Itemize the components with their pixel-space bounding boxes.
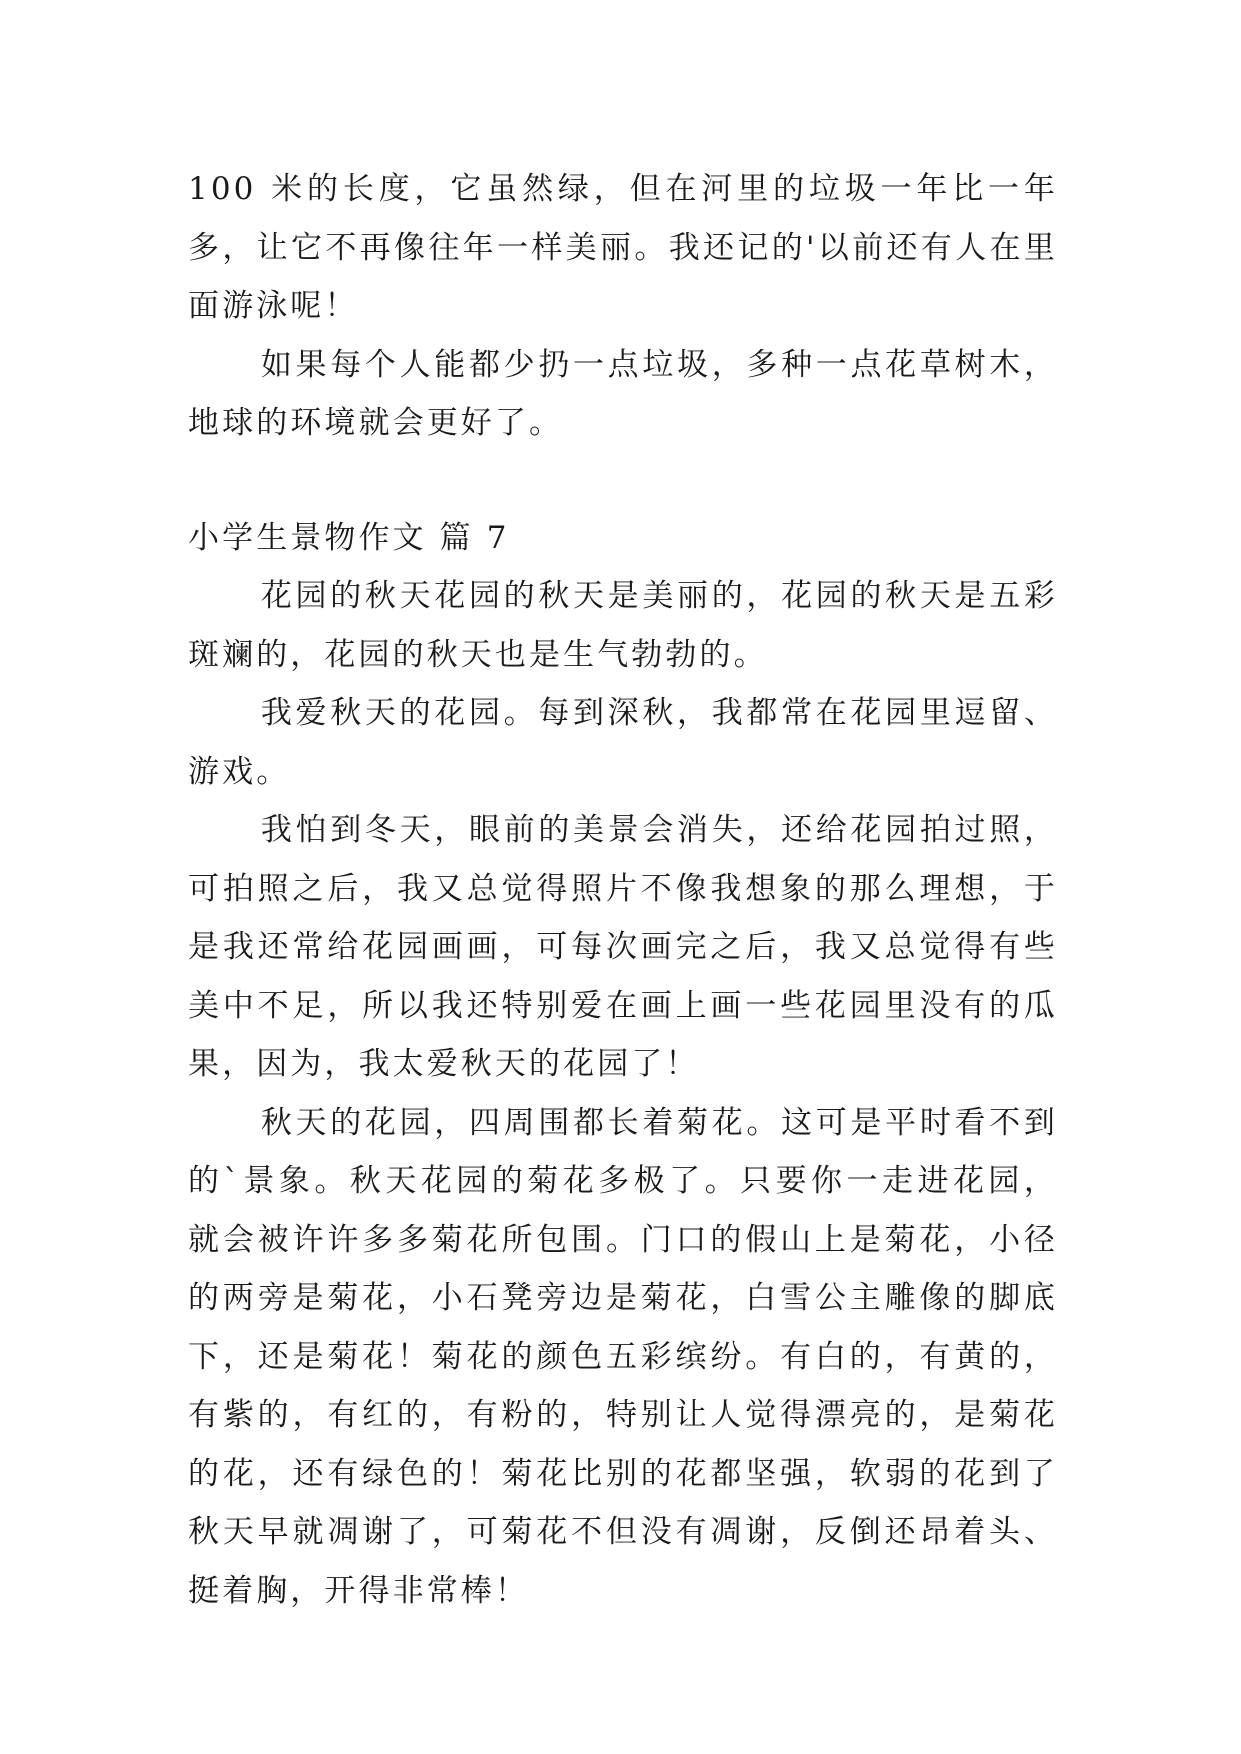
paragraph-4: 秋天的花园，四周围都长着菊花。这可是平时看不到的`景象。秋天花园的菊花多极了。只要你一走进花园，就会被许许多多菊花所包围。门口的假山上是菊花，小径的两旁是菊花，小石凳旁边是菊花，白雪公主雕像的脚底下，还是菊花！菊花的颜色五彩缤纷。有白的，有黄的，有紫的，有红的，有粉的，特别让人觉得漂亮的，是菊花的花，还有绿色的！菊花比别的花都坚强，软弱的花到了秋天早就凋谢了，可菊花不但没有凋谢，反倒还昂着头、挺着胸，开得非常棒！: [188, 1104, 1058, 1609]
paragraph-2: 我爱秋天的花园。每到深秋，我都常在花园里逗留、游戏。: [188, 695, 1058, 790]
paragraph-continued: 100 米的长度，它虽然绿，但在河里的垃圾一年比一年多，让它不再像往年一样美丽。我还记的'以前还有人在里面游泳呢！: [188, 171, 1058, 324]
document-page: [188, 160, 1058, 1620]
paragraph-1: 花园的秋天花园的秋天是美丽的，花园的秋天是五彩斑斓的，花园的秋天也是生气勃勃的。: [188, 578, 1058, 673]
section-title: 小学生景物作文 篇 7: [188, 519, 510, 556]
paragraph-3: 我怕到冬天，眼前的美景会消失，还给花园拍过照，可拍照之后，我又总觉得照片不像我想象的那么理想，于是我还常给花园画画，可每次画完之后，我又总觉得有些美中不足，所以我还特别爱在画上画一些花园里没有的瓜果，因为，我太爱秋天的花园了！: [188, 812, 1058, 1082]
paragraph-conclusion: 如果每个人能都少扔一点垃圾，多种一点花草树木，地球的环境就会更好了。: [188, 346, 1058, 441]
